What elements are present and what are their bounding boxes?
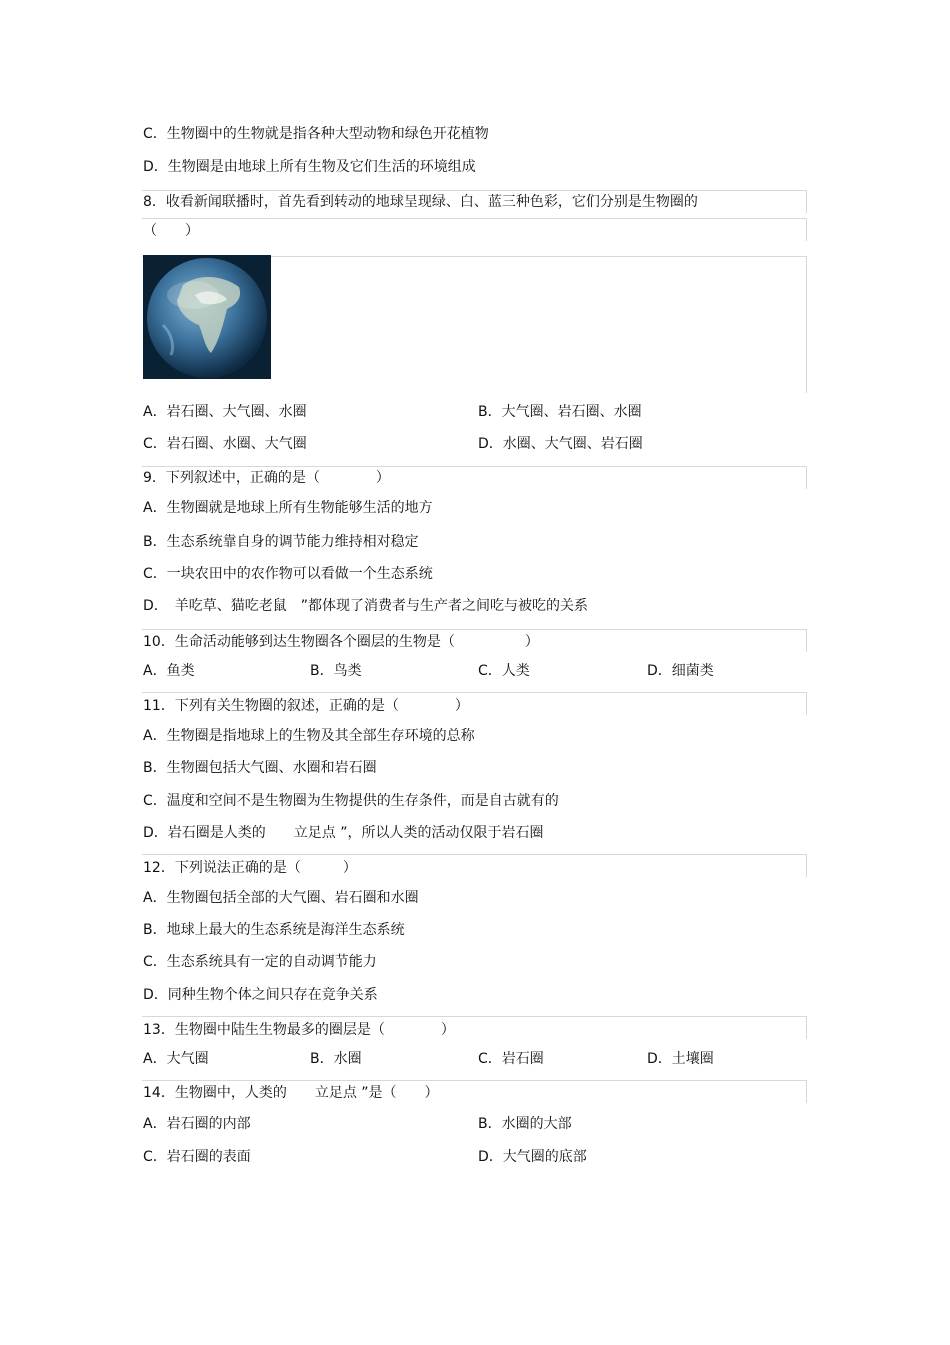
q12-option-b: B．地球上最大的生态系统是海洋生态系统 <box>143 922 405 938</box>
q12-option-c: C．生态系统具有一定的自动调节能力 <box>143 954 377 970</box>
q14-option-b: B．水圈的大部 <box>478 1116 572 1132</box>
q14-option-c: C．岩石圈的表面 <box>143 1149 251 1165</box>
q13-option-a: A．大气圈 <box>143 1051 209 1067</box>
q9-option-a: A．生物圈就是地球上所有生物能够生活的地方 <box>143 500 433 516</box>
q11-option-b: B．生物圈包括大气圈、水圈和岩石圈 <box>143 760 377 776</box>
q10-option-b: B．鸟类 <box>310 663 362 679</box>
q13-option-d: D．土壤圈 <box>647 1051 714 1067</box>
q12-option-a: A．生物圈包括全部的大气圈、岩石圈和水圈 <box>143 890 419 906</box>
q8-stem: 8．收看新闻联播时，首先看到转动的地球呈现绿、白、蓝三种色彩，它们分别是生物圈的 <box>143 194 698 210</box>
q7-option-c: C．生物圈中的生物就是指各种大型动物和绿色开花植物 <box>143 126 489 142</box>
q11-stem: 11．下列有关生物圈的叙述，正确的是（ ） <box>143 698 469 714</box>
q13-option-b: B．水圈 <box>310 1051 362 1067</box>
q9-option-d: D． 羊吃草、猫吃老鼠 ”都体现了消费者与生产者之间吃与被吃的关系 <box>143 598 589 614</box>
q10-option-c: C．人类 <box>478 663 530 679</box>
q8-answer-paren: （ ） <box>143 223 199 239</box>
q14-stem: 14．生物圈中，人类的 立足点 ”是（ ） <box>143 1085 439 1101</box>
earth-globe-image <box>143 255 271 379</box>
q10-stem: 10．生命活动能够到达生物圈各个圈层的生物是（ ） <box>143 634 539 650</box>
q10-option-d: D．细菌类 <box>647 663 714 679</box>
q8-option-d: D．水圈、大气圈、岩石圈 <box>478 436 643 452</box>
q13-option-c: C．岩石圈 <box>478 1051 544 1067</box>
q12-option-d: D．同种生物个体之间只存在竞争关系 <box>143 987 378 1003</box>
q13-stem: 13．生物圈中陆生生物最多的圈层是（ ） <box>143 1022 455 1038</box>
q8-option-b: B．大气圈、岩石圈、水圈 <box>478 404 642 420</box>
q8-option-c: C．岩石圈、水圈、大气圈 <box>143 436 307 452</box>
q12-stem: 12．下列说法正确的是（ ） <box>143 860 357 876</box>
q8-paren-frame <box>142 218 807 241</box>
q14-option-a: A．岩石圈的内部 <box>143 1116 251 1132</box>
q9-stem: 9．下列叙述中，正确的是（ ） <box>143 470 390 486</box>
q10-option-a: A．鱼类 <box>143 663 195 679</box>
q14-option-d: D．大气圈的底部 <box>478 1149 587 1165</box>
q11-option-a: A．生物圈是指地球上的生物及其全部生存环境的总称 <box>143 728 475 744</box>
q9-option-c: C．一块农田中的农作物可以看做一个生态系统 <box>143 566 433 582</box>
q11-option-c: C．温度和空间不是生物圈为生物提供的生存条件，而是自古就有的 <box>143 793 559 809</box>
q11-option-d: D．岩石圈是人类的 立足点 ”，所以人类的活动仅限于岩石圈 <box>143 825 544 841</box>
q9-option-b: B．生态系统靠自身的调节能力维持相对稳定 <box>143 534 419 550</box>
q8-option-a: A．岩石圈、大气圈、水圈 <box>143 404 307 420</box>
q7-option-d: D．生物圈是由地球上所有生物及它们生活的环境组成 <box>143 159 476 175</box>
